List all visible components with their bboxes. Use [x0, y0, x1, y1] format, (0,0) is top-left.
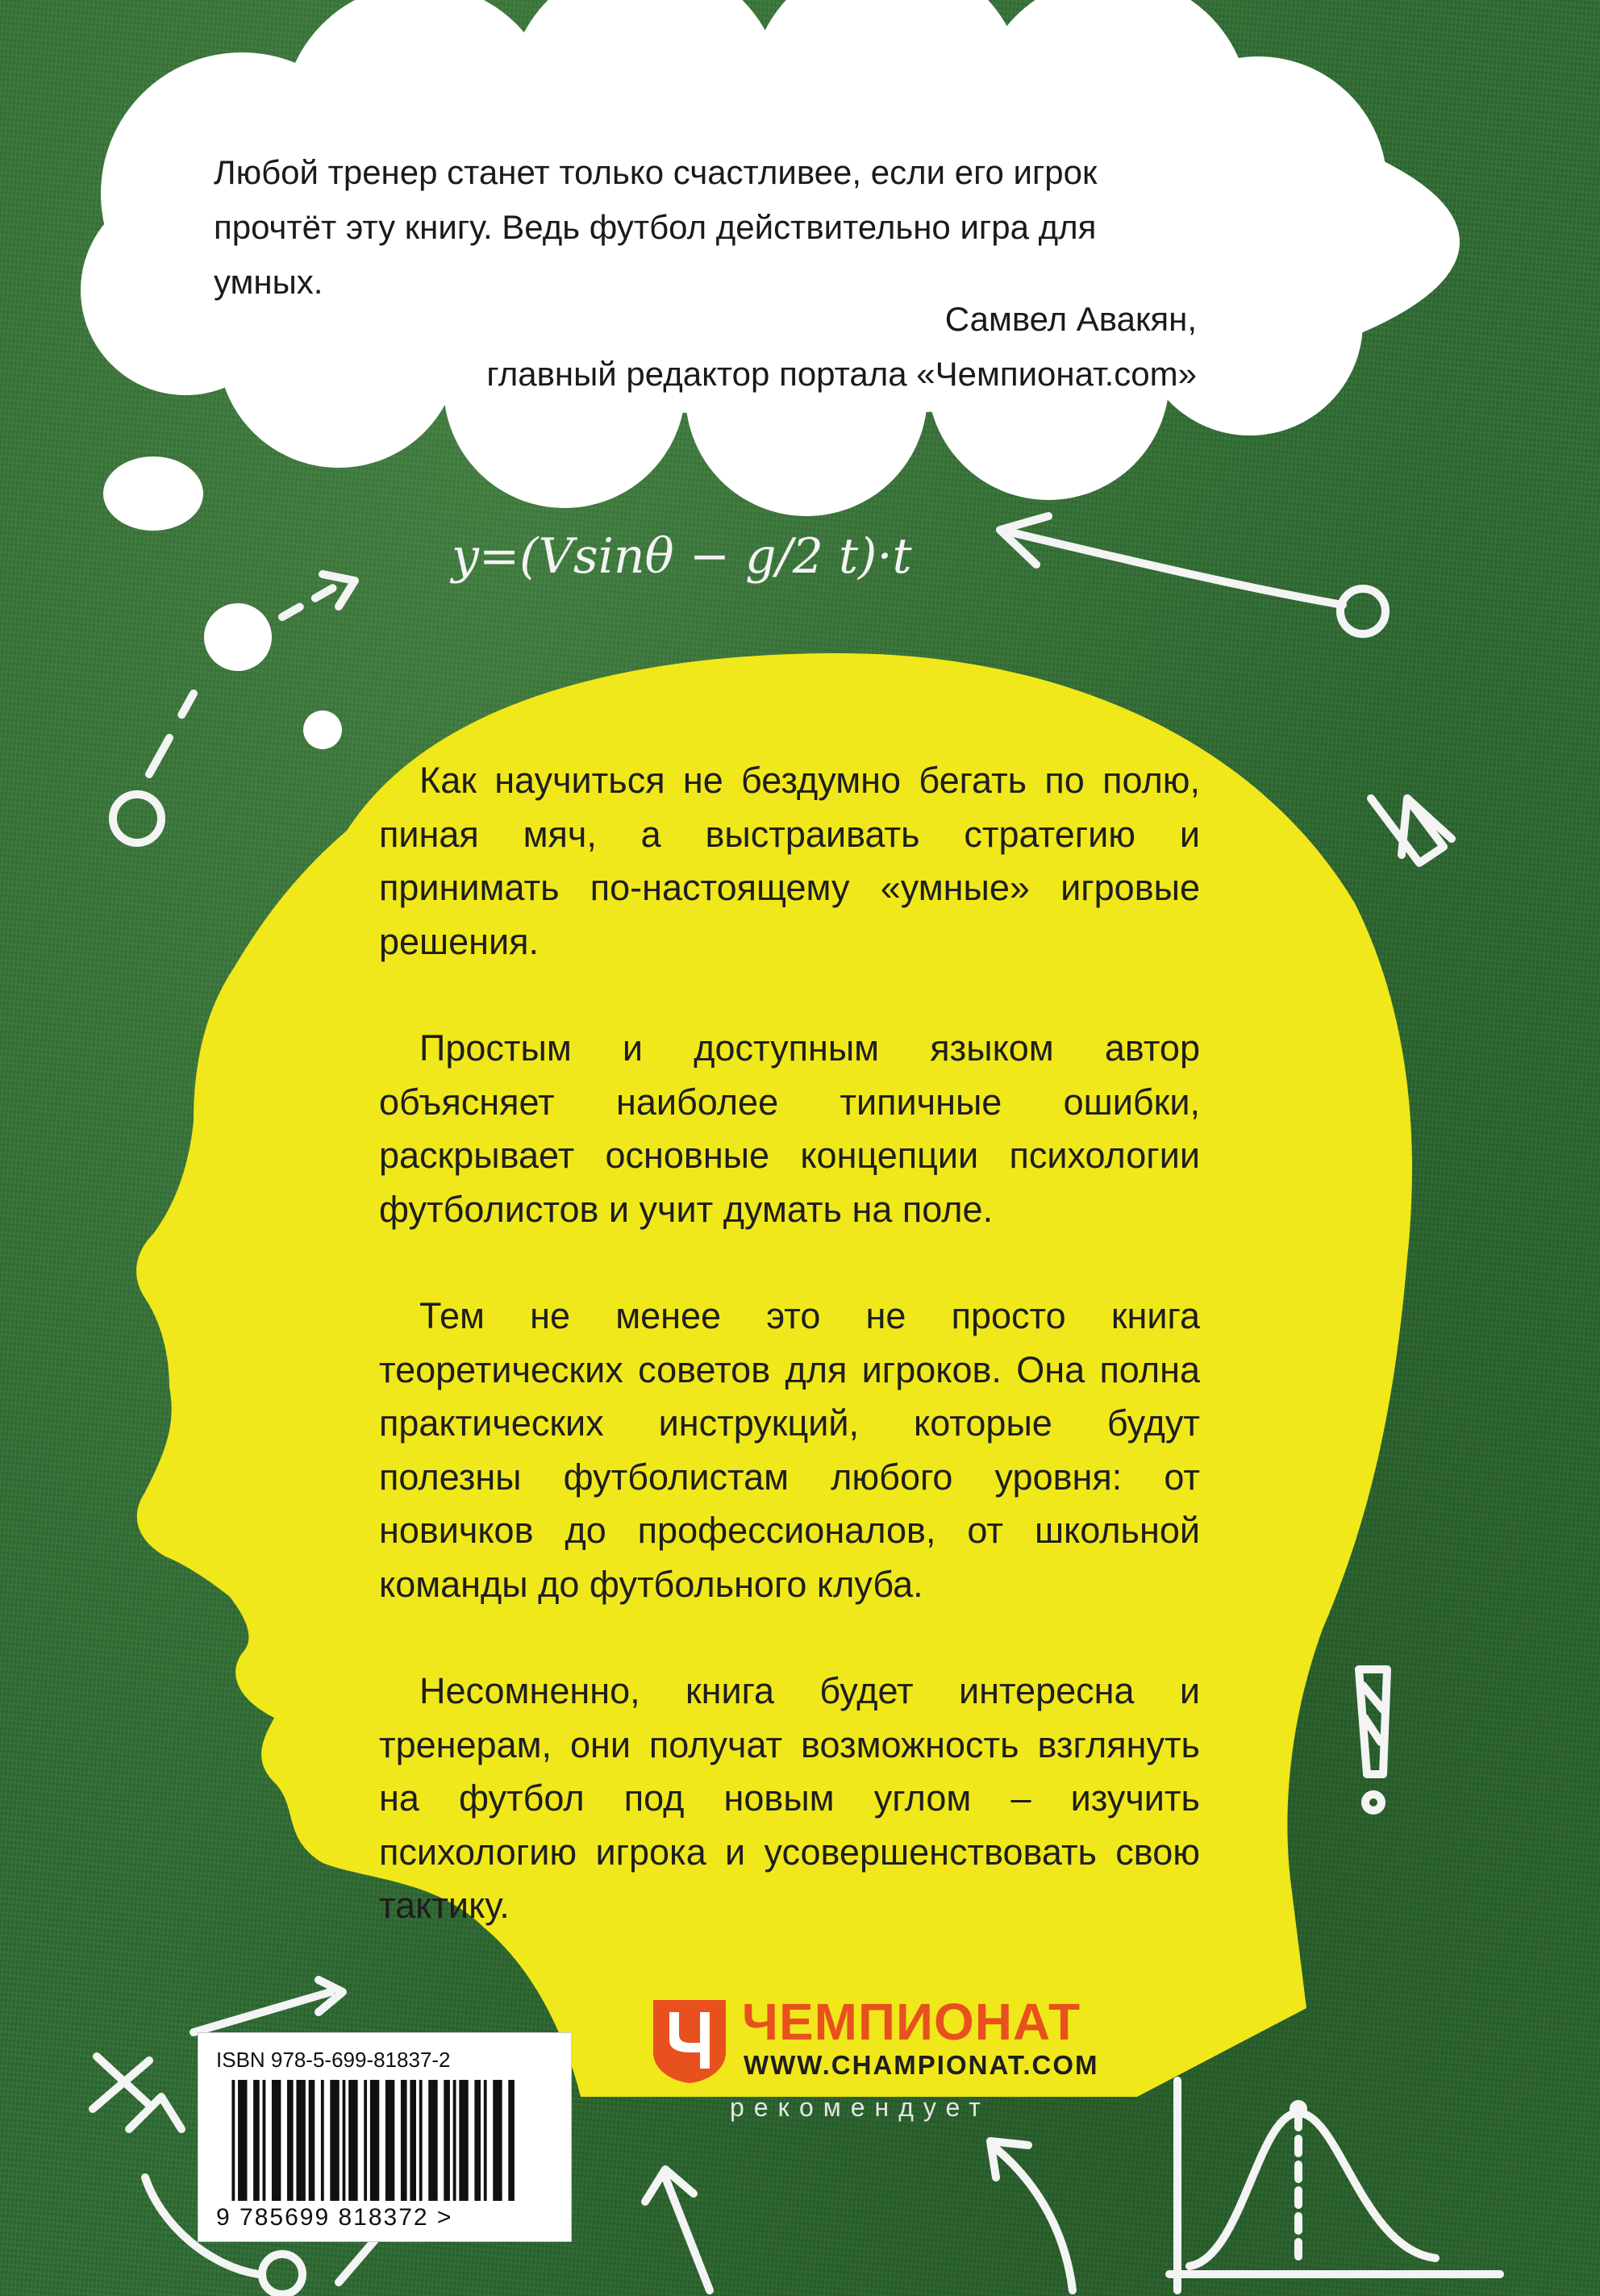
- barcode-icon: [223, 2080, 545, 2201]
- barcode-bar: [385, 2080, 394, 2201]
- bottom-mid-arrows-icon: [645, 2141, 1073, 2290]
- bell-curve-icon: [1169, 2081, 1500, 2290]
- ball-small-icon: [303, 710, 342, 749]
- championat-shield-icon: [645, 1996, 734, 2085]
- barcode-bar: [428, 2080, 437, 2201]
- physics-formula: y=(Vsinθ − g/2 t)·t: [452, 528, 912, 585]
- barcode-bar: [474, 2080, 481, 2201]
- barcode-bar: [493, 2080, 502, 2201]
- arrow-icon: [1000, 516, 1385, 634]
- championat-logo: [645, 1992, 1145, 2097]
- book-description: [379, 754, 1200, 1986]
- quote-text: Любой тренер станет только счастливее, если его игрок прочтёт эту книгу. Ведь футбол действительно игра для умных.: [214, 153, 1098, 301]
- description-paragraph: Как научиться не бездумно бегать по полю, пиная мяч, а выстраивать стратегию и принимать по-настоящему «умные» игровые решения.: [379, 760, 1200, 962]
- barcode-bar: [321, 2080, 324, 2201]
- barcode-bar: [238, 2080, 247, 2201]
- recommends-label: рекомендует: [730, 2093, 990, 2122]
- barcode-bar: [330, 2080, 339, 2201]
- barcode-bar: [370, 2080, 379, 2201]
- barcode-bar: [459, 2080, 468, 2201]
- barcode-number: 9 785699 818372 >: [216, 2204, 453, 2231]
- championat-name: ЧЕМПИОНАТ: [742, 1993, 1081, 2051]
- quote-author-name: Самвел Авакян,: [944, 300, 1197, 338]
- barcode-bar: [348, 2080, 357, 2201]
- description-paragraph: Простым и доступным языком автор объясняет наиболее типичные ошибки, раскрывает основные концепции психологии футболистов и учит думать на поле.: [379, 1027, 1200, 1230]
- description-paragraph: Несомненно, книга будет интересна и тренерам, они получат возможность взглянуть на футбол под новым углом – изучить психологию игрока и усовершенствовать свою тактику.: [379, 1670, 1200, 1926]
- barcode-bar: [287, 2080, 294, 2201]
- barcode-bar: [272, 2080, 281, 2201]
- barcode-box: [198, 2032, 572, 2242]
- quote-author: [310, 292, 1197, 402]
- barcode-bar: [444, 2080, 450, 2201]
- barcode-bar: [508, 2080, 515, 2201]
- barcode-bar: [410, 2080, 416, 2201]
- barcode-bar: [343, 2080, 346, 2201]
- barcode-bar: [296, 2080, 305, 2201]
- barcode-bar: [231, 2080, 235, 2201]
- quote-author-title: главный редактор портала «Чемпионат.com»: [486, 355, 1197, 393]
- barcode-bar: [253, 2080, 260, 2201]
- thought-bubble-icon: [103, 456, 203, 531]
- championat-url: WWW.CHAMPIONAT.COM: [744, 2050, 1099, 2080]
- ball-icon: [204, 603, 272, 671]
- barcode-bar: [484, 2080, 487, 2201]
- description-paragraph: Тем не менее это не просто книга теоретических советов для игроков. Она полна практических инструкций, которые будут полезны футболистам любого уровня: от новичков до профессионалов, от школьной команды до футбольного клуба.: [379, 1295, 1200, 1605]
- exclamation-icon: [1359, 1669, 1387, 1811]
- barcode-bar: [364, 2080, 367, 2201]
- up-arrow-icon: [1371, 798, 1452, 863]
- barcode-bar: [263, 2080, 266, 2201]
- barcode-bar: [453, 2080, 456, 2201]
- cross-icon: [93, 2056, 149, 2109]
- barcode-bar: [309, 2080, 315, 2201]
- barcode-bar: [401, 2080, 407, 2201]
- barcode-bar: [419, 2080, 423, 2201]
- isbn-label: ISBN 978-5-699-81837-2: [216, 2048, 451, 2072]
